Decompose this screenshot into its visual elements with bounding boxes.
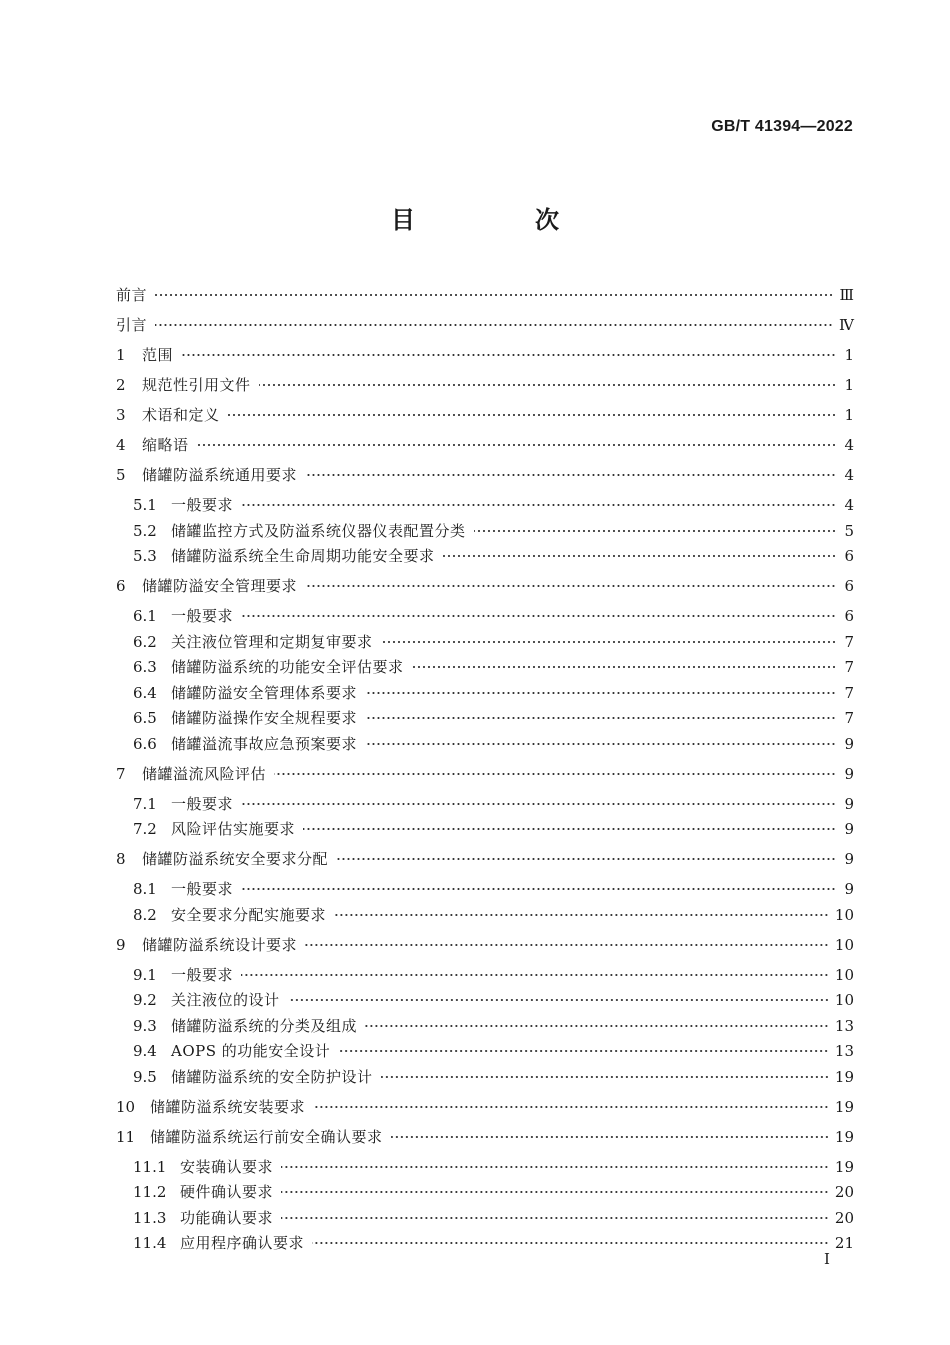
toc-entry-number: 6 <box>116 577 126 595</box>
toc-entry-number: 8.2 <box>133 905 157 924</box>
toc-entry-number: 5.2 <box>133 521 157 540</box>
toc-entry-page: 6 <box>844 577 854 595</box>
page-number: I <box>824 1250 830 1268</box>
toc-entry[interactable] <box>116 463 854 487</box>
toc-entry-page: 9 <box>844 880 854 898</box>
dot-leader <box>443 554 836 558</box>
dot-leader <box>197 443 836 447</box>
toc-entry-label: 引言 <box>116 316 148 334</box>
toc-entry[interactable] <box>116 433 854 457</box>
dot-leader <box>241 614 836 618</box>
toc-entry[interactable] <box>133 903 854 927</box>
toc-entry-page: 19 <box>834 1067 854 1086</box>
toc-entry-label: 前言 <box>116 286 148 304</box>
toc-entry-label: 风险评估实施要求 <box>171 820 296 838</box>
toc-entry-page: 10 <box>834 905 854 924</box>
toc-entry-page: 19 <box>834 1097 854 1116</box>
toc-entry[interactable] <box>133 988 854 1012</box>
toc-entry[interactable] <box>133 544 854 568</box>
toc-entry-number: 3 <box>116 406 126 424</box>
toc-entry[interactable] <box>133 706 854 730</box>
toc-entry-label: 硬件确认要求 <box>180 1183 274 1201</box>
dot-leader <box>365 691 836 695</box>
toc-entry-number: 11.1 <box>133 1157 167 1176</box>
toc-entry-number: 11.2 <box>133 1183 167 1201</box>
dot-leader <box>305 473 836 477</box>
dot-leader <box>281 1190 829 1194</box>
toc-entry-page: 21 <box>834 1234 854 1252</box>
toc-entry-page: 7 <box>844 709 854 727</box>
toc-entry[interactable] <box>116 1095 854 1119</box>
toc-entry[interactable] <box>133 519 854 543</box>
toc-entry-number: 4 <box>116 436 126 454</box>
toc-entry-page: 13 <box>834 1042 854 1060</box>
toc-entry-number: 6.6 <box>133 734 157 753</box>
toc-entry-number: 9.2 <box>133 991 157 1009</box>
toc-entry[interactable] <box>116 343 854 367</box>
dot-leader <box>288 998 829 1002</box>
toc-entry-label: 一般要求 <box>171 794 234 813</box>
toc-entry-number: 9.3 <box>133 1016 157 1035</box>
toc-entry-label: 缩略语 <box>142 436 189 454</box>
dot-leader <box>228 413 836 417</box>
toc-entry[interactable] <box>133 732 854 756</box>
dot-leader <box>241 973 829 977</box>
toc-entry-label: 范围 <box>142 346 174 364</box>
toc-entry-label: 储罐防溢系统全生命周期功能安全要求 <box>171 547 435 565</box>
toc-entry-page: 19 <box>834 1127 854 1146</box>
toc-entry-page: 9 <box>844 764 854 783</box>
toc-entry-label: 安装确认要求 <box>180 1157 274 1176</box>
toc-entry-page: 4 <box>844 466 854 484</box>
toc-entry[interactable] <box>133 1065 854 1089</box>
toc-entry-page: 9 <box>844 794 854 813</box>
toc-entry-number: 6.2 <box>133 632 157 651</box>
toc-entry-number: 6.4 <box>133 683 157 702</box>
dot-leader <box>474 529 836 533</box>
toc-entry-page: 9 <box>844 850 854 868</box>
toc-entry-number: 11 <box>116 1127 136 1146</box>
dot-leader <box>155 323 833 327</box>
toc-entry[interactable] <box>133 1014 854 1038</box>
toc-entry-label: 应用程序确认要求 <box>180 1234 305 1252</box>
dot-leader <box>281 1165 829 1169</box>
dot-leader <box>305 943 829 947</box>
toc-entry[interactable] <box>133 877 854 901</box>
toc-entry[interactable] <box>133 604 854 628</box>
page-title: 目 次 <box>391 206 607 234</box>
dot-leader <box>412 665 836 669</box>
toc-entry-page: 19 <box>834 1157 854 1176</box>
toc-entry-page: Ⅲ <box>839 286 854 304</box>
toc-entry-number: 9 <box>116 935 126 954</box>
toc-entry-page: 4 <box>844 496 854 514</box>
toc-entry[interactable] <box>133 792 854 816</box>
toc-entry-page: Ⅳ <box>839 316 854 334</box>
toc-entry[interactable] <box>133 1039 854 1063</box>
toc-entry[interactable] <box>133 817 854 841</box>
toc-entry-label: 一般要求 <box>171 496 234 514</box>
toc-entry-label: 储罐防溢系统运行前安全确认要求 <box>150 1127 383 1146</box>
dot-leader <box>241 503 836 507</box>
dot-leader <box>155 293 834 297</box>
toc-entry-number: 10 <box>116 1097 136 1116</box>
toc-entry-number: 11.4 <box>133 1234 167 1252</box>
toc-entry-number: 8.1 <box>133 880 157 898</box>
toc-entry-number: 5.3 <box>133 547 157 565</box>
toc-entry[interactable] <box>116 283 854 307</box>
toc-entry-page: 1 <box>844 346 854 364</box>
toc-entry-number: 7 <box>116 764 126 783</box>
toc-entry-number: 6.3 <box>133 658 157 676</box>
toc-entry-label: 储罐防溢系统设计要求 <box>142 935 298 954</box>
toc-entry-label: 储罐监控方式及防溢系统仪器仪表配置分类 <box>171 521 466 540</box>
toc-entry-page: 7 <box>844 683 854 702</box>
toc-entry-label: 储罐防溢系统安全要求分配 <box>142 850 329 868</box>
toc-entry-label: 储罐防溢系统安装要求 <box>150 1097 306 1116</box>
toc-entry[interactable] <box>116 1125 854 1149</box>
toc-entry[interactable] <box>116 313 854 337</box>
toc-entry-page: 20 <box>834 1183 854 1201</box>
toc-entry-number: 11.3 <box>133 1208 167 1227</box>
dot-leader <box>334 913 829 917</box>
dot-leader <box>181 353 836 357</box>
dot-leader <box>365 1024 829 1028</box>
dot-leader <box>365 742 836 746</box>
toc-entry-label: 功能确认要求 <box>180 1208 274 1227</box>
toc-entry-page: 10 <box>834 935 854 954</box>
dot-leader <box>313 1105 829 1109</box>
toc-entry-label: AOPS 的功能安全设计 <box>171 1042 331 1060</box>
toc-entry[interactable] <box>116 403 854 427</box>
toc-entry-page: 13 <box>834 1016 854 1035</box>
toc-entry-label: 储罐防溢安全管理要求 <box>142 577 298 595</box>
toc-entry-page: 1 <box>844 376 854 394</box>
toc-entry[interactable] <box>133 963 854 987</box>
toc-entry[interactable] <box>133 630 854 654</box>
toc-entry-number: 7.2 <box>133 820 157 838</box>
toc-entry-label: 储罐溢流风险评估 <box>142 764 267 783</box>
dot-leader <box>391 1135 829 1139</box>
toc-entry-number: 8 <box>116 850 126 868</box>
toc-entry-label: 储罐防溢系统的分类及组成 <box>171 1016 358 1035</box>
toc-entry-number: 5.1 <box>133 496 157 514</box>
toc-entry-number: 9.1 <box>133 965 157 984</box>
dot-leader <box>381 640 836 644</box>
toc-entry-page: 9 <box>844 734 854 753</box>
toc-entry-page: 6 <box>844 547 854 565</box>
toc-entry-label: 术语和定义 <box>142 406 220 424</box>
toc-entry-label: 安全要求分配实施要求 <box>171 905 327 924</box>
dot-leader <box>241 802 836 806</box>
toc-entry-number: 9.5 <box>133 1067 157 1086</box>
dot-leader <box>336 857 836 861</box>
toc-entry-page: 7 <box>844 632 854 651</box>
toc-entry-label: 一般要求 <box>171 607 234 625</box>
dot-leader <box>259 383 836 387</box>
toc-entry[interactable] <box>133 1206 854 1230</box>
toc-entry-label: 储罐防溢系统通用要求 <box>142 466 298 484</box>
dot-leader <box>281 1216 829 1220</box>
toc-entry-number: 5 <box>116 466 126 484</box>
dot-leader <box>365 716 836 720</box>
toc-entry-label: 储罐防溢系统的安全防护设计 <box>171 1067 373 1086</box>
toc-entry-label: 关注液位管理和定期复审要求 <box>171 632 373 651</box>
dot-leader <box>381 1075 829 1079</box>
toc-entry[interactable] <box>133 493 854 517</box>
toc-entry-number: 6.1 <box>133 607 157 625</box>
dot-leader <box>241 887 836 891</box>
toc-entry-number: 2 <box>116 376 126 394</box>
toc-entry-page: 10 <box>834 965 854 984</box>
toc-entry[interactable] <box>116 933 854 957</box>
dot-leader <box>312 1241 829 1245</box>
dot-leader <box>303 827 836 831</box>
toc-entry[interactable] <box>116 373 854 397</box>
dot-leader <box>338 1049 829 1053</box>
toc-entry[interactable] <box>133 1180 854 1204</box>
toc-entry-number: 6.5 <box>133 709 157 727</box>
toc-entry-label: 储罐防溢安全管理体系要求 <box>171 683 358 702</box>
dot-leader <box>274 772 836 776</box>
toc-entry[interactable] <box>133 1155 854 1179</box>
toc-entry-number: 7.1 <box>133 794 157 813</box>
toc-entry-label: 储罐防溢系统的功能安全评估要求 <box>171 658 404 676</box>
toc-entry-page: 7 <box>844 658 854 676</box>
toc-entry-label: 一般要求 <box>171 965 234 984</box>
toc-entry-number: 9.4 <box>133 1042 157 1060</box>
toc-entry[interactable] <box>133 681 854 705</box>
toc-entry-page: 9 <box>844 820 854 838</box>
dot-leader <box>305 584 836 588</box>
toc-entry-label: 一般要求 <box>171 880 234 898</box>
toc-entry-page: 5 <box>844 521 854 540</box>
toc-entry-page: 4 <box>844 436 854 454</box>
toc-entry[interactable] <box>116 847 854 871</box>
standard-code: GB/T 41394—2022 <box>711 118 853 135</box>
toc-entry-page: 10 <box>834 991 854 1009</box>
toc-entry-number: 1 <box>116 346 126 364</box>
toc-entry[interactable] <box>133 655 854 679</box>
toc-entry[interactable] <box>116 762 854 786</box>
toc-entry-label: 储罐溢流事故应急预案要求 <box>171 734 358 753</box>
toc-entry-label: 规范性引用文件 <box>142 376 251 394</box>
toc-entry-page: 20 <box>834 1208 854 1227</box>
toc-entry-page: 1 <box>844 406 854 424</box>
toc-entry[interactable] <box>116 574 854 598</box>
toc-entry[interactable] <box>133 1231 854 1255</box>
toc-entry-label: 关注液位的设计 <box>171 991 280 1009</box>
toc-entry-page: 6 <box>844 607 854 625</box>
toc-entry-label: 储罐防溢操作安全规程要求 <box>171 709 358 727</box>
